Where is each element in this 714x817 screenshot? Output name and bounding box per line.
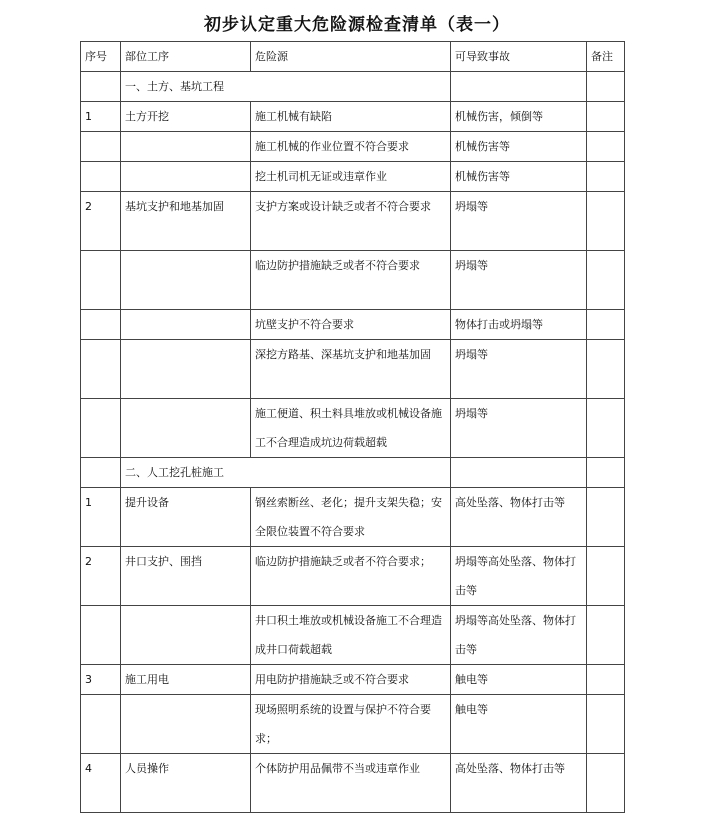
table-cell <box>451 72 587 102</box>
row-number <box>81 399 121 458</box>
table-row <box>81 606 625 665</box>
row-hazard: 钢丝索断丝、老化；提升支架失稳；安全限位装置不符合要求 <box>251 488 451 547</box>
row-hazard: 深挖方路基、深基坑支护和地基加固 <box>251 340 451 399</box>
header-cell-note: 备注 <box>587 42 625 72</box>
row-hazard: 井口积土堆放或机械设备施工不合理造成井口荷载超载 <box>251 606 451 665</box>
row-part <box>121 162 251 192</box>
row-part <box>121 399 251 458</box>
section-heading: 一、土方、基坑工程 <box>121 72 451 102</box>
table-row <box>81 251 625 310</box>
row-note <box>587 340 625 399</box>
row-part <box>121 695 251 754</box>
row-part <box>121 310 251 340</box>
row-hazard: 施工便道、积土料具堆放或机械设备施工不合理造成坑边荷载超载 <box>251 399 451 458</box>
row-hazard: 现场照明系统的设置与保护不符合要求； <box>251 695 451 754</box>
row-accident: 机械伤害，倾倒等 <box>451 102 587 132</box>
table-row <box>81 340 625 399</box>
row-part <box>121 606 251 665</box>
table-cell <box>587 72 625 102</box>
table-row <box>81 754 625 813</box>
row-hazard: 临边防护措施缺乏或者不符合要求 <box>251 251 451 310</box>
row-hazard: 施工机械的作业位置不符合要求 <box>251 132 451 162</box>
row-accident: 坍塌等 <box>451 251 587 310</box>
row-number <box>81 251 121 310</box>
row-accident: 坍塌等 <box>451 340 587 399</box>
header-cell-accident: 可导致事故 <box>451 42 587 72</box>
row-note <box>587 310 625 340</box>
row-part: 施工用电 <box>121 665 251 695</box>
hazard-checklist-table <box>80 41 625 813</box>
table-row <box>81 547 625 606</box>
row-accident: 触电等 <box>451 695 587 754</box>
row-accident: 触电等 <box>451 665 587 695</box>
row-note <box>587 162 625 192</box>
row-accident: 高处坠落、物体打击等 <box>451 488 587 547</box>
table-cell <box>587 458 625 488</box>
row-note <box>587 606 625 665</box>
row-note <box>587 754 625 813</box>
header-cell-no: 序号 <box>81 42 121 72</box>
row-note <box>587 251 625 310</box>
row-number: 4 <box>81 754 121 813</box>
row-accident: 坍塌等 <box>451 399 587 458</box>
row-number <box>81 162 121 192</box>
table-cell <box>81 72 121 102</box>
row-hazard: 支护方案或设计缺乏或者不符合要求 <box>251 192 451 251</box>
table-row <box>81 399 625 458</box>
row-part: 人员操作 <box>121 754 251 813</box>
row-number <box>81 310 121 340</box>
row-number <box>81 132 121 162</box>
row-part: 井口支护、围挡 <box>121 547 251 606</box>
row-number: 1 <box>81 488 121 547</box>
table-row <box>81 488 625 547</box>
table-row <box>81 695 625 754</box>
table-row <box>81 310 625 340</box>
row-accident: 高处坠落、物体打击等 <box>451 754 587 813</box>
row-note <box>587 399 625 458</box>
row-part: 提升设备 <box>121 488 251 547</box>
header-cell-hazard: 危险源 <box>251 42 451 72</box>
row-hazard: 坑壁支护不符合要求 <box>251 310 451 340</box>
row-note <box>587 192 625 251</box>
row-accident: 机械伤害等 <box>451 132 587 162</box>
row-part <box>121 132 251 162</box>
row-number <box>81 695 121 754</box>
row-hazard: 用电防护措施缺乏或不符合要求 <box>251 665 451 695</box>
table-row <box>81 665 625 695</box>
table-row <box>81 132 625 162</box>
row-hazard: 施工机械有缺陷 <box>251 102 451 132</box>
row-number: 3 <box>81 665 121 695</box>
section-heading-row <box>81 72 625 102</box>
section-heading: 二、人工挖孔桩施工 <box>121 458 451 488</box>
row-accident: 坍塌等 <box>451 192 587 251</box>
table-row <box>81 192 625 251</box>
row-part <box>121 340 251 399</box>
row-note <box>587 488 625 547</box>
row-part: 土方开挖 <box>121 102 251 132</box>
row-accident: 物体打击或坍塌等 <box>451 310 587 340</box>
header-cell-part: 部位工序 <box>121 42 251 72</box>
row-number <box>81 606 121 665</box>
row-hazard: 个体防护用品佩带不当或违章作业 <box>251 754 451 813</box>
row-accident: 坍塌等高处坠落、物体打击等 <box>451 547 587 606</box>
row-note <box>587 547 625 606</box>
section-heading-row <box>81 458 625 488</box>
table-cell <box>451 458 587 488</box>
row-number <box>81 340 121 399</box>
row-accident: 机械伤害等 <box>451 162 587 192</box>
row-note <box>587 132 625 162</box>
row-note <box>587 102 625 132</box>
row-number: 2 <box>81 192 121 251</box>
row-part: 基坑支护和地基加固 <box>121 192 251 251</box>
row-hazard: 临边防护措施缺乏或者不符合要求； <box>251 547 451 606</box>
row-number: 1 <box>81 102 121 132</box>
table-header-row <box>81 42 625 72</box>
document-title: 初步认定重大危险源检查清单（表一） <box>204 15 510 35</box>
row-accident: 坍塌等高处坠落、物体打击等 <box>451 606 587 665</box>
row-part <box>121 251 251 310</box>
table-cell <box>81 458 121 488</box>
row-note <box>587 665 625 695</box>
row-hazard: 挖土机司机无证或违章作业 <box>251 162 451 192</box>
row-note <box>587 695 625 754</box>
row-number: 2 <box>81 547 121 606</box>
table-row <box>81 162 625 192</box>
table-row <box>81 102 625 132</box>
